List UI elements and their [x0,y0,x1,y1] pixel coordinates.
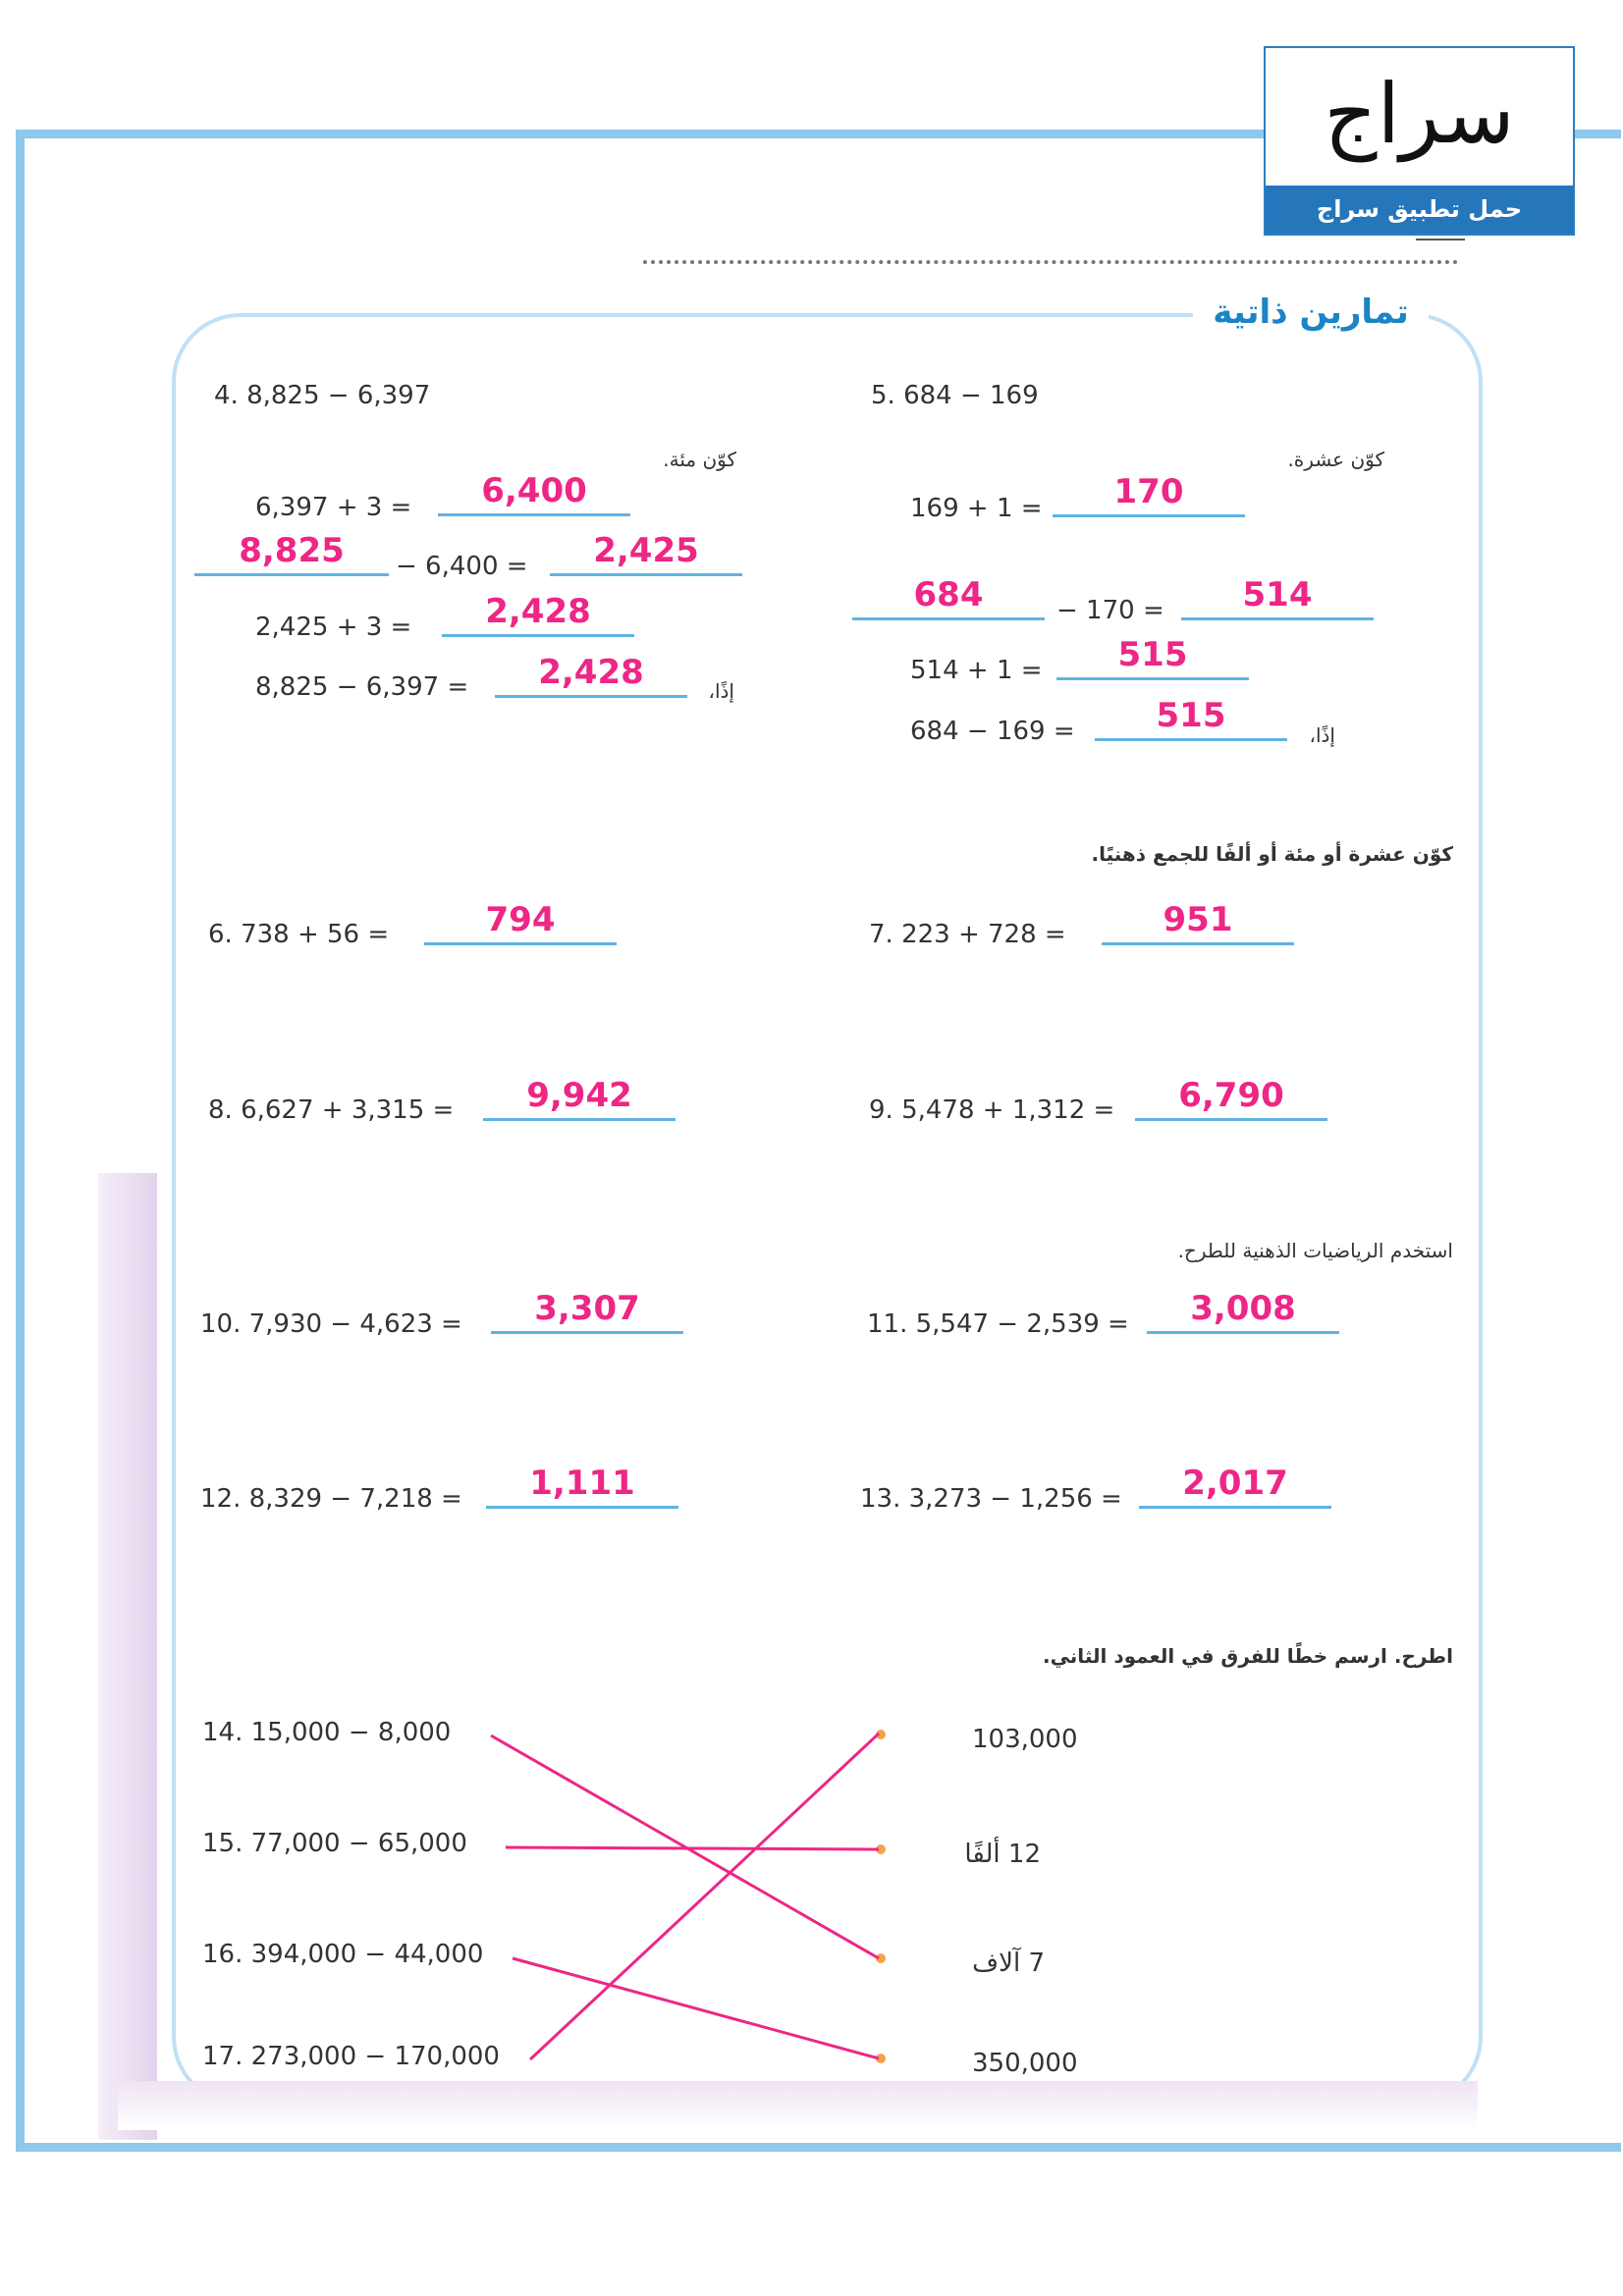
q11-label: 11. 5,547 − 2,539 = [867,1309,1129,1339]
match-dot-c[interactable] [876,1953,886,1963]
logo-title: سراج [1324,66,1515,162]
q10-label: 10. 7,930 − 4,623 = [200,1309,462,1339]
q5-step4: 684 − 169 = [910,717,1075,746]
q6-label: 6. 738 + 56 = [208,920,390,949]
q12-blank[interactable] [486,1506,678,1509]
instruction-subtract-mentally: استخدم الرياضيات الذهنية للطرح. [1177,1239,1453,1262]
q13-label: 13. 3,273 − 1,256 = [860,1484,1122,1514]
q5-step2-blank-a[interactable] [852,617,1045,620]
q12-answer: 1,111 [529,1464,635,1503]
q5-step3: 514 + 1 = [910,656,1043,685]
q4-step2-answer-b: 2,425 [593,531,699,570]
q11-blank[interactable] [1147,1331,1339,1334]
page-shadow [98,1173,157,2140]
q8-blank[interactable] [483,1118,676,1121]
q7-answer: 951 [1163,900,1233,939]
q5-step4-answer: 515 [1156,696,1226,735]
q5-so-tag: إذًا، [1309,723,1335,747]
q4-step2-answer-a: 8,825 [239,531,345,570]
q4-step4-answer: 2,428 [538,653,644,692]
q4-step3: 2,425 + 3 = [255,613,412,642]
match-right-a[interactable]: 103,000 [972,1725,1078,1754]
q5-step3-answer: 515 [1117,635,1188,674]
q4-step1-blank[interactable] [438,513,630,516]
match-right-b[interactable]: 12 ألفًا [964,1840,1041,1869]
q8-answer: 9,942 [526,1076,632,1115]
q4-step1: 6,397 + 3 = [255,493,412,522]
q9-label: 9. 5,478 + 1,312 = [869,1095,1115,1125]
siraj-logo[interactable] [1264,46,1575,236]
instruction-add-mentally: كوّن عشرة أو مئة أو ألفًا للجمع ذهنيًا. [1091,842,1453,866]
q5-step2-answer-b: 514 [1242,575,1313,614]
match-dot-a[interactable] [876,1730,886,1739]
match-right-d[interactable]: 350,000 [972,2049,1078,2078]
q4-step2-blank-a[interactable] [194,573,389,576]
q4-step1-answer: 6,400 [481,471,587,510]
instruction-draw-line: اطرح. ارسم خطًا للفرق في العمود الثاني. [1042,1644,1453,1668]
q5-step1-blank[interactable] [1053,514,1245,517]
q11-answer: 3,008 [1190,1289,1296,1328]
q13-blank[interactable] [1139,1506,1331,1509]
q12-label: 12. 8,329 − 7,218 = [200,1484,462,1514]
q9-answer: 6,790 [1178,1076,1284,1115]
q4-step3-blank[interactable] [442,634,634,637]
q4-step3-answer: 2,428 [485,592,591,631]
q4-step2-blank-b[interactable] [550,573,742,576]
match-dot-d[interactable] [876,2054,886,2063]
match-dot-b[interactable] [876,1844,886,1854]
q6-answer: 794 [485,900,556,939]
q7-blank[interactable] [1102,942,1294,945]
q4-step4-blank[interactable] [495,695,687,698]
q5-step4-blank[interactable] [1095,738,1287,741]
q5-step2-answer-a: 684 [913,575,984,614]
header-mark [1416,239,1465,248]
q10-blank[interactable] [491,1331,683,1334]
match-left-17[interactable]: 17. 273,000 − 170,000 [202,2042,500,2071]
match-right-c[interactable]: 7 آلاف [972,1949,1045,1978]
q7-label: 7. 223 + 728 = [869,920,1066,949]
section-title: تمارين ذاتية [1193,291,1429,334]
q6-blank[interactable] [424,942,617,945]
logo-download-bar[interactable]: حمل تطبيق سراج [1266,186,1573,234]
q5-step1: 169 + 1 = [910,494,1043,523]
q4-step4: 8,825 − 6,397 = [255,672,469,702]
dotted-divider [643,260,1458,264]
q4-step2: − 6,400 = [396,552,528,581]
q5-hint: كوّن عشرة. [1287,448,1384,471]
match-left-15[interactable]: 15. 77,000 − 65,000 [202,1829,467,1858]
q9-blank[interactable] [1135,1118,1327,1121]
q8-label: 8. 6,627 + 3,315 = [208,1095,455,1125]
match-left-14[interactable]: 14. 15,000 − 8,000 [202,1718,452,1747]
q4-header: 4. 8,825 − 6,397 [214,381,431,410]
panel-bottom-shade [118,2081,1478,2130]
copyright-side-text [1554,1595,1566,2047]
q10-answer: 3,307 [534,1289,640,1328]
q4-hint: كوّن مئة. [663,448,736,471]
q4-so-tag: إذًا، [708,679,734,703]
q13-answer: 2,017 [1182,1464,1288,1503]
match-left-16[interactable]: 16. 394,000 − 44,000 [202,1940,484,1969]
q5-header: 5. 684 − 169 [871,381,1039,410]
q5-step1-answer: 170 [1113,472,1184,511]
q5-step2-blank-b[interactable] [1181,617,1374,620]
q5-step3-blank[interactable] [1056,677,1249,680]
q5-step2: − 170 = [1056,596,1164,625]
